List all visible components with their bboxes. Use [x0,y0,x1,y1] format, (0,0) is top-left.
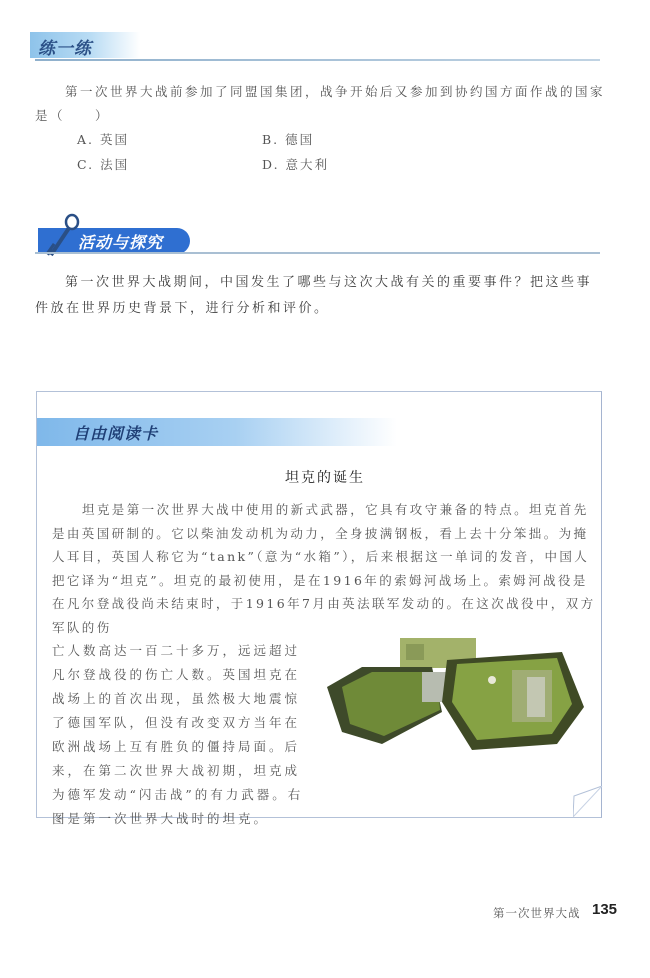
option-a: A. 英国 [77,132,129,147]
footer-chapter-title: 第一次世界大战 [493,906,581,920]
activity-text: 第一次世界大战期间，中国发生了哪些与这次大战有关的重要事件？把这些事件放在世界历史背景下，进行分析和评价。 [35,275,593,316]
exercise-header [30,32,140,58]
page-curl-corner [573,786,601,817]
tank-image [322,632,587,756]
key-icon [42,212,82,266]
tank-illustration [322,632,587,752]
reading-card-title: 坦克的诞生 [285,470,365,486]
reading-card-paragraph: 坦克是第一次世界大战中使用的新式武器，它具有攻守兼备的特点。坦克首先是由英国研制的。它以柴油发动机为动力，全身披满钢板，看上去十分笨拙。为掩人耳目，英国人称它为“tank”（意为“水箱”），后来根据这一单词的发音，中国人把它译为“坦克”。坦克的最初使用，是在1916年的索姆河战场上。索姆河战役是在凡尔登战役尚未结束时，于1916年7月由英法联军发动的。在这次战役中，双方军队的伤 [52,502,596,635]
page-number: 135 [592,901,618,918]
exercise-header-label: 练一练 [38,39,92,59]
reading-card-header-label: 自由阅读卡 [73,424,159,443]
exercise-question: 第一次世界大战前参加了同盟国集团，战争开始后又参加到协约国方面作战的国家是（ ） [35,84,606,123]
reading-card-paragraph-wrap: 亡人数高达一百二十多万，远远超过凡尔登战役的伤亡人数。英国坦克在战场上的首次出现，虽然极大地震惊了德国军队，但没有改变双方当年在欧洲战场上互有胜负的僵持局面。后来，在第二次世界大战初期，坦克成为德军发动“闪击战”的有力武器。右图是第一次世界大战时的坦克。 [52,643,304,826]
divider [35,59,600,61]
option-c: C. 法国 [77,157,130,172]
option-d: D. 意大利 [262,157,330,172]
divider [35,252,600,254]
reading-card-header [37,418,397,446]
option-b: B. 德国 [262,132,315,147]
activity-header-label: 活动与探究 [78,233,164,252]
